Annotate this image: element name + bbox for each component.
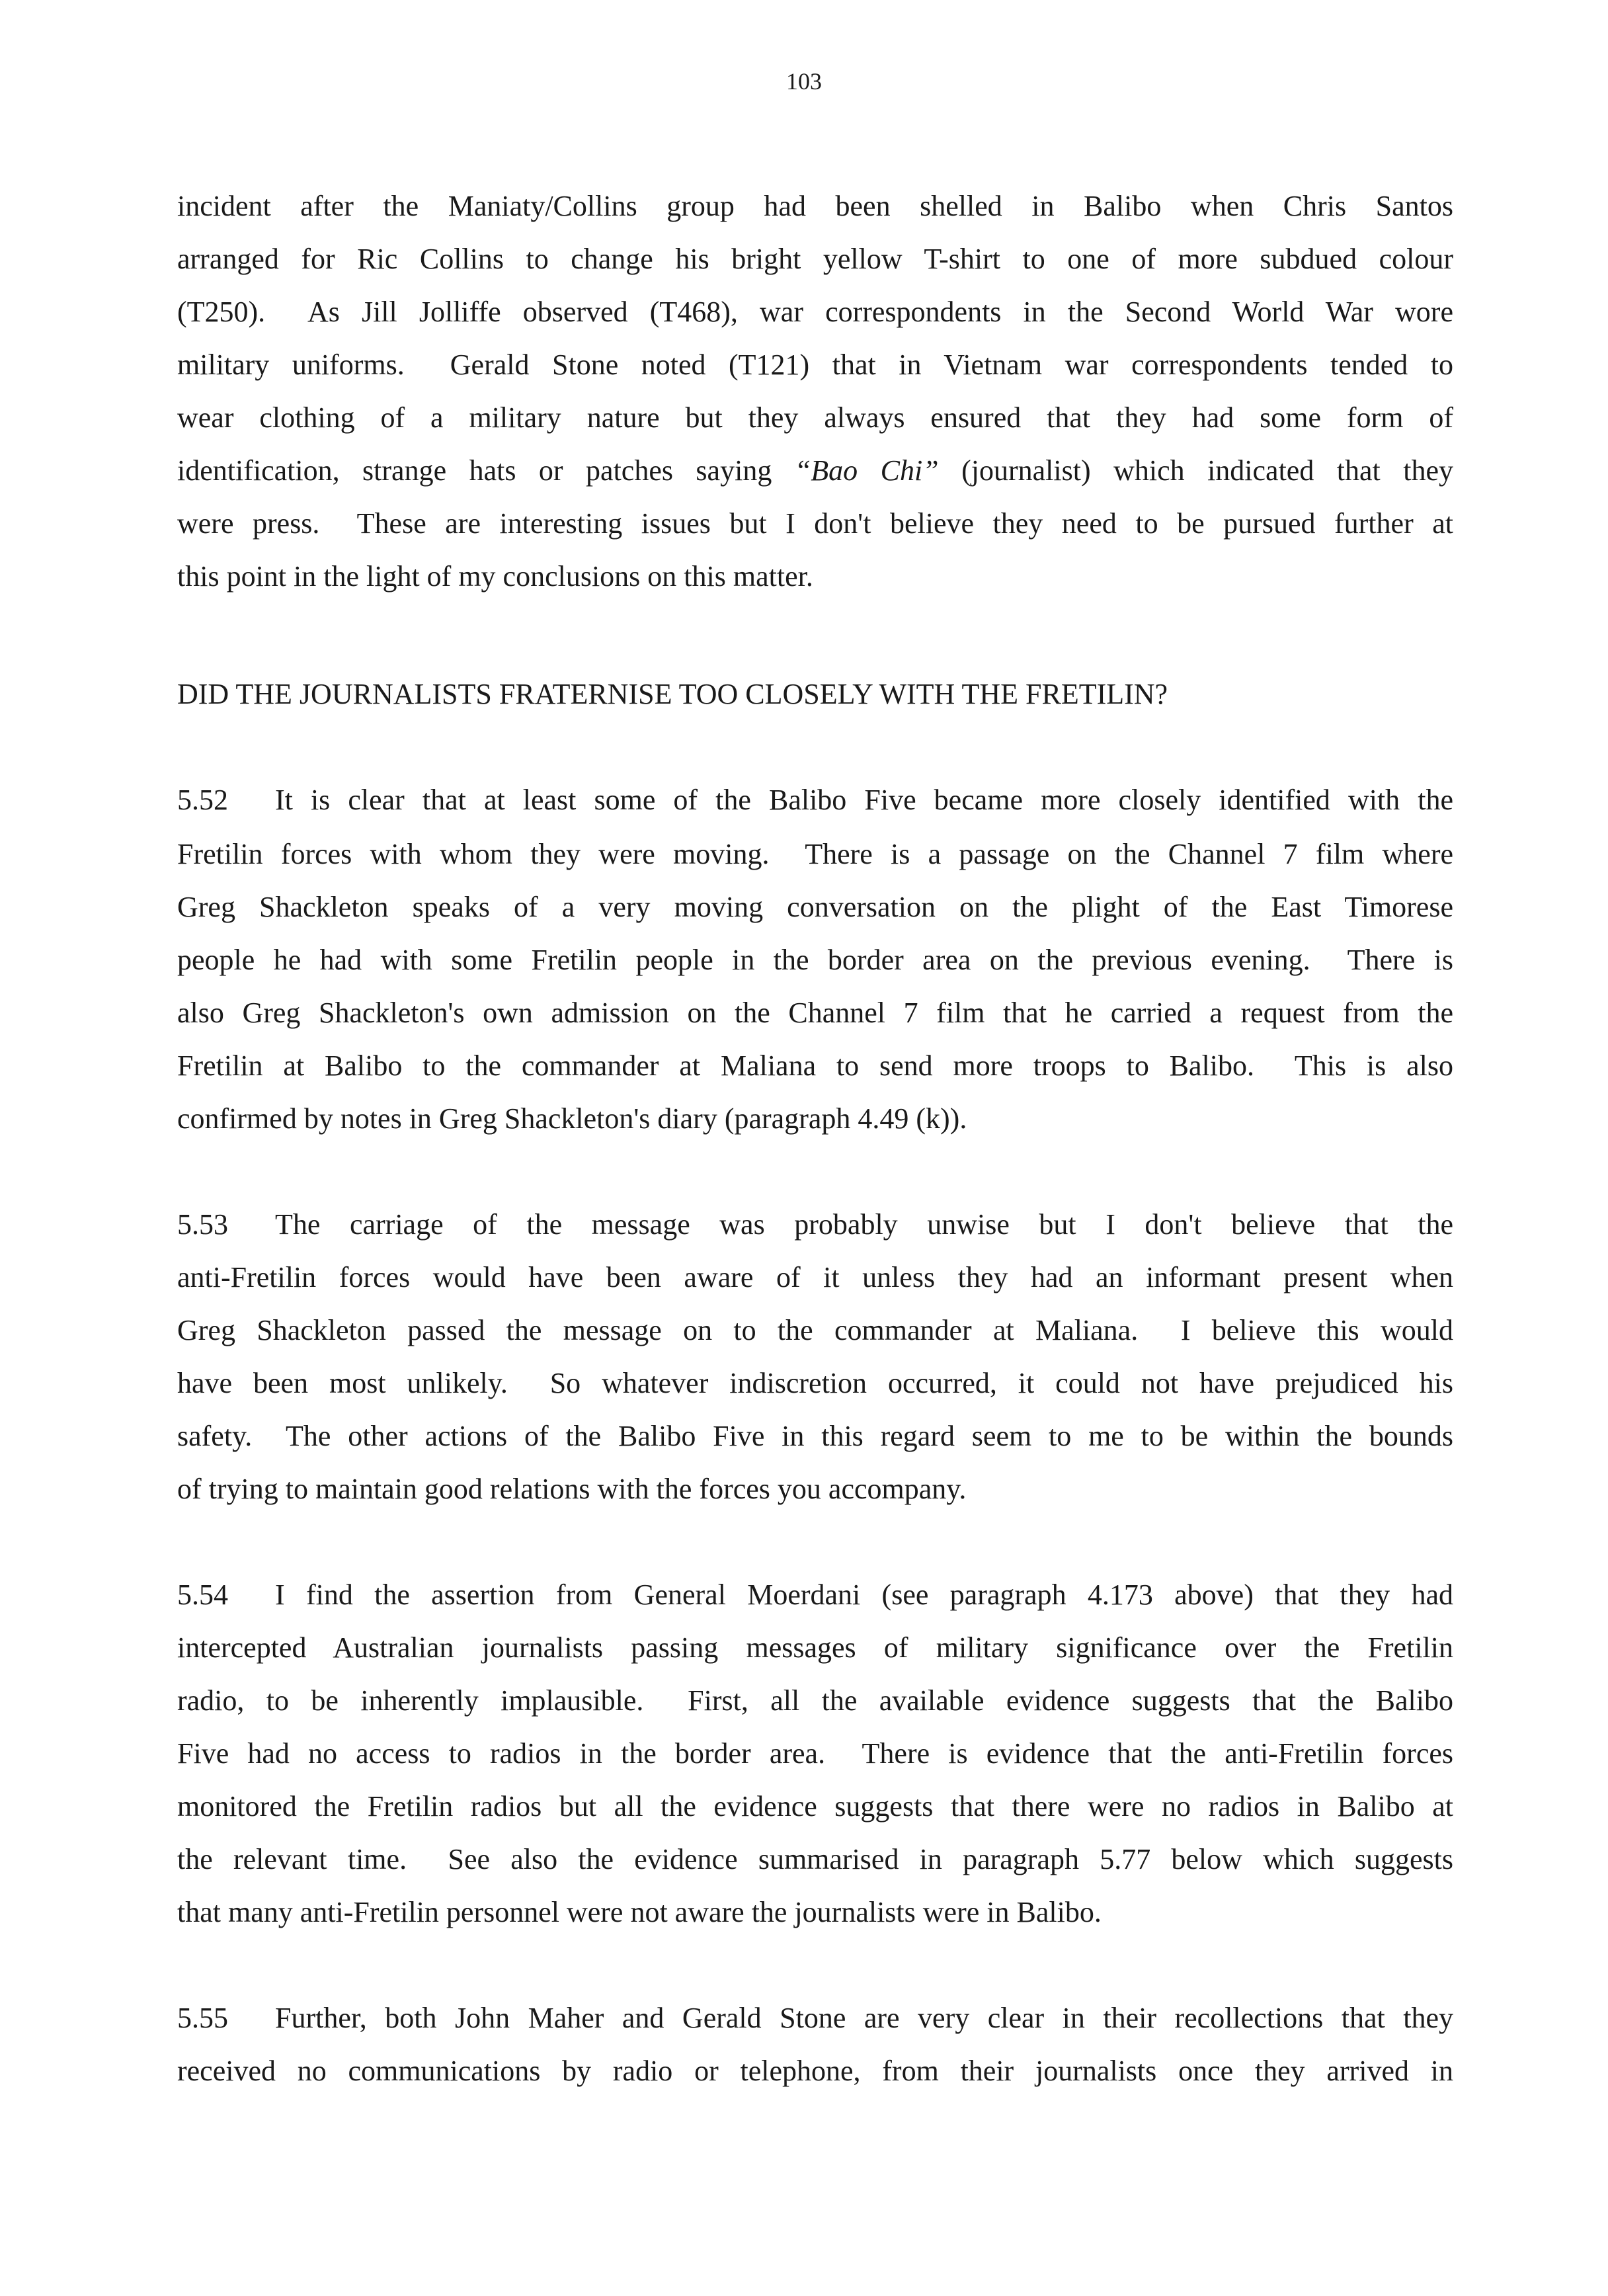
text-line: of trying to maintain good relations with the forces you accompany. [177, 1473, 967, 1505]
text-line [177, 1575, 1453, 1615]
text-line: people he had with some Fretilin people in the border area on the previous evening. There is [177, 944, 1453, 976]
text-line: Five had no access to radios in the border area. There is evidence that the anti-Fretilin forces [177, 1737, 1453, 1770]
text-line: monitored the Fretilin radios but all the evidence suggests that there were no radios in Balibo at [177, 1790, 1453, 1823]
text-line: intercepted Australian journalists passing messages of military significance over the Fretilin [177, 1631, 1453, 1664]
text-line-with-italic [177, 451, 1453, 491]
text-segment: identification, strange hats or patches saying [177, 454, 795, 487]
paragraph-number: 5.53 [177, 1208, 228, 1241]
text-segment: (journalist) which indicated that they [938, 454, 1453, 487]
text-line: anti-Fretilin forces would have been aware of it unless they had an informant present when [177, 1261, 1453, 1293]
text-line: wear clothing of a military nature but they always ensured that they had some form of [177, 401, 1453, 434]
paragraph-number: 5.52 [177, 784, 228, 816]
text-line [177, 1998, 1453, 2038]
text-line: also Greg Shackleton's own admission on the Channel 7 film that he carried a request from the [177, 997, 1453, 1029]
text-line: (T250). As Jill Jolliffe observed (T468), war correspondents in the Second World War wore [177, 296, 1453, 328]
text-line: radio, to be inherently implausible. First, all the available evidence suggests that the Balibo [177, 1684, 1453, 1717]
text-line: military uniforms. Gerald Stone noted (T121) that in Vietnam war correspondents tended to [177, 348, 1453, 381]
paragraph-number: 5.54 [177, 1578, 228, 1611]
text-line: have been most unlikely. So whatever indiscretion occurred, it could not have prejudiced his [177, 1367, 1453, 1399]
text-segment: I find the assertion from General Moerdani (see paragraph 4.173 above) that they had [275, 1578, 1453, 1611]
section-heading: DID THE JOURNALISTS FRATERNISE TOO CLOSELY WITH THE FRETILIN? [177, 678, 1168, 710]
text-line: safety. The other actions of the Balibo Five in this regard seem to me to be within the bounds [177, 1420, 1453, 1452]
text-line: that many anti-Fretilin personnel were not aware the journalists were in Balibo. [177, 1896, 1102, 1928]
text-line: Fretilin forces with whom they were moving. There is a passage on the Channel 7 film where [177, 838, 1453, 870]
text-line: arranged for Ric Collins to change his bright yellow T-shirt to one of more subdued colour [177, 243, 1453, 275]
text-segment: It is clear that at least some of the Balibo Five became more closely identified with the [275, 784, 1453, 816]
text-line: the relevant time. See also the evidence summarised in paragraph 5.77 below which suggests [177, 1843, 1453, 1875]
text-line [177, 780, 1453, 820]
text-line: Greg Shackleton speaks of a very moving conversation on the plight of the East Timorese [177, 891, 1453, 923]
italic-term: “Bao Chi” [794, 454, 939, 487]
paragraph-number: 5.55 [177, 2002, 228, 2034]
text-line: Fretilin at Balibo to the commander at Maliana to send more troops to Balibo. This is also [177, 1049, 1453, 1082]
page-number: 103 [786, 68, 822, 95]
text-line: were press. These are interesting issues but I don't believe they need to be pursued further at [177, 507, 1453, 540]
text-segment: The carriage of the message was probably unwise but I don't believe that the [275, 1208, 1453, 1241]
text-line: Greg Shackleton passed the message on to the commander at Maliana. I believe this would [177, 1314, 1453, 1346]
text-line: this point in the light of my conclusions on this matter. [177, 560, 813, 593]
text-line: incident after the Maniaty/Collins group had been shelled in Balibo when Chris Santos [177, 190, 1453, 222]
text-line [177, 1205, 1453, 1245]
text-line: confirmed by notes in Greg Shackleton's diary (paragraph 4.49 (k)). [177, 1102, 967, 1135]
text-line: received no communications by radio or telephone, from their journalists once they arrived in [177, 2055, 1453, 2087]
text-segment: Further, both John Maher and Gerald Stone are very clear in their recollections that they [275, 2002, 1453, 2034]
